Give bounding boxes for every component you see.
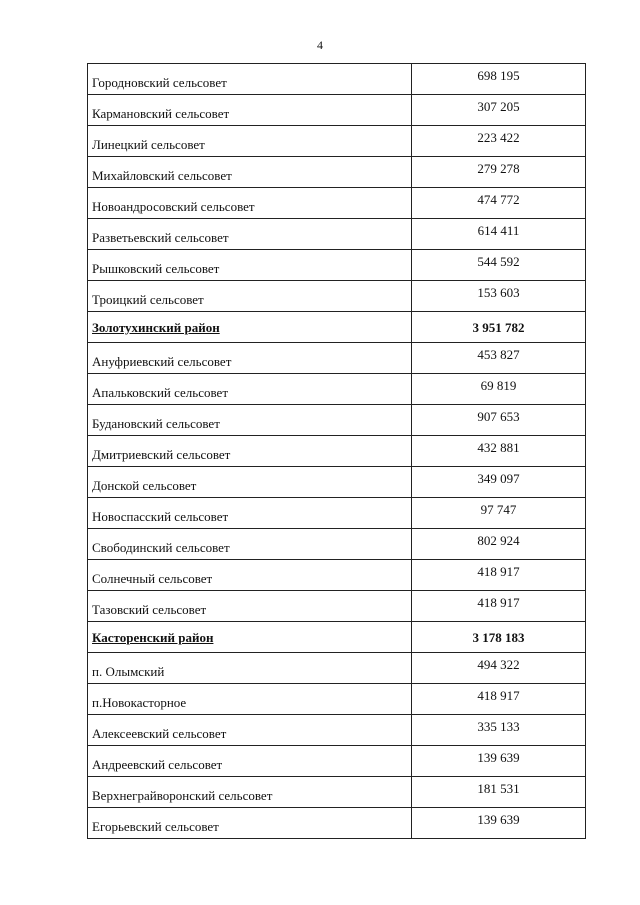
district-row xyxy=(88,622,586,653)
district-row xyxy=(88,312,586,343)
table-row xyxy=(88,591,586,622)
settlement-amount: 69 819 xyxy=(412,374,586,405)
allocation-table xyxy=(87,63,586,839)
settlement-name: Троицкий сельсовет xyxy=(88,281,412,312)
settlement-amount: 139 639 xyxy=(412,746,586,777)
table-row xyxy=(88,219,586,250)
settlement-name: Городновский сельсовет xyxy=(88,64,412,95)
settlement-name: Новоандросовский сельсовет xyxy=(88,188,412,219)
settlement-amount: 453 827 xyxy=(412,343,586,374)
settlement-amount: 907 653 xyxy=(412,405,586,436)
table-row xyxy=(88,653,586,684)
table-row xyxy=(88,467,586,498)
table-row xyxy=(88,250,586,281)
settlement-amount: 418 917 xyxy=(412,560,586,591)
district-total: 3 178 183 xyxy=(412,622,586,653)
settlement-amount: 349 097 xyxy=(412,467,586,498)
settlement-name: Донской сельсовет xyxy=(88,467,412,498)
table-row xyxy=(88,777,586,808)
page-number: 4 xyxy=(317,38,323,52)
settlement-name: Линецкий сельсовет xyxy=(88,126,412,157)
table-row xyxy=(88,529,586,560)
settlement-name: п. Олымский xyxy=(88,653,412,684)
table-row xyxy=(88,808,586,839)
table-row xyxy=(88,715,586,746)
settlement-amount: 418 917 xyxy=(412,684,586,715)
settlement-amount: 474 772 xyxy=(412,188,586,219)
table-body xyxy=(88,64,586,839)
settlement-amount: 802 924 xyxy=(412,529,586,560)
table-row xyxy=(88,281,586,312)
settlement-name: Разветьевский сельсовет xyxy=(88,219,412,250)
settlement-amount: 614 411 xyxy=(412,219,586,250)
settlement-name: Свободинский сельсовет xyxy=(88,529,412,560)
settlement-amount: 432 881 xyxy=(412,436,586,467)
table-row xyxy=(88,374,586,405)
settlement-name: Апальковский сельсовет xyxy=(88,374,412,405)
settlement-name: Новоспасский сельсовет xyxy=(88,498,412,529)
settlement-amount: 418 917 xyxy=(412,591,586,622)
settlement-name: Михайловский сельсовет xyxy=(88,157,412,188)
settlement-name: Будановский сельсовет xyxy=(88,405,412,436)
table-row xyxy=(88,405,586,436)
settlement-name: п.Новокасторное xyxy=(88,684,412,715)
table-row xyxy=(88,95,586,126)
settlement-name: Тазовский сельсовет xyxy=(88,591,412,622)
settlement-amount: 494 322 xyxy=(412,653,586,684)
settlement-amount: 279 278 xyxy=(412,157,586,188)
table-row xyxy=(88,746,586,777)
district-total: 3 951 782 xyxy=(412,312,586,343)
settlement-amount: 181 531 xyxy=(412,777,586,808)
table-row xyxy=(88,343,586,374)
settlement-amount: 139 639 xyxy=(412,808,586,839)
settlement-name: Андреевский сельсовет xyxy=(88,746,412,777)
settlement-amount: 698 195 xyxy=(412,64,586,95)
district-name: Касторенский район xyxy=(88,622,412,653)
table-row xyxy=(88,188,586,219)
settlement-amount: 223 422 xyxy=(412,126,586,157)
settlement-name: Дмитриевский сельсовет xyxy=(88,436,412,467)
settlement-amount: 97 747 xyxy=(412,498,586,529)
settlement-name: Солнечный сельсовет xyxy=(88,560,412,591)
table-row xyxy=(88,436,586,467)
table-row xyxy=(88,560,586,591)
settlement-name: Ануфриевский сельсовет xyxy=(88,343,412,374)
table-row xyxy=(88,64,586,95)
settlement-amount: 153 603 xyxy=(412,281,586,312)
settlement-amount: 335 133 xyxy=(412,715,586,746)
settlement-name: Алексеевский сельсовет xyxy=(88,715,412,746)
table-row xyxy=(88,684,586,715)
settlement-name: Кармановский сельсовет xyxy=(88,95,412,126)
table-row xyxy=(88,498,586,529)
settlement-name: Верхнеграйворонский сельсовет xyxy=(88,777,412,808)
district-name: Золотухинский район xyxy=(88,312,412,343)
settlement-amount: 544 592 xyxy=(412,250,586,281)
table-row xyxy=(88,157,586,188)
table-row xyxy=(88,126,586,157)
settlement-name: Рышковский сельсовет xyxy=(88,250,412,281)
settlement-name: Егорьевский сельсовет xyxy=(88,808,412,839)
settlement-amount: 307 205 xyxy=(412,95,586,126)
